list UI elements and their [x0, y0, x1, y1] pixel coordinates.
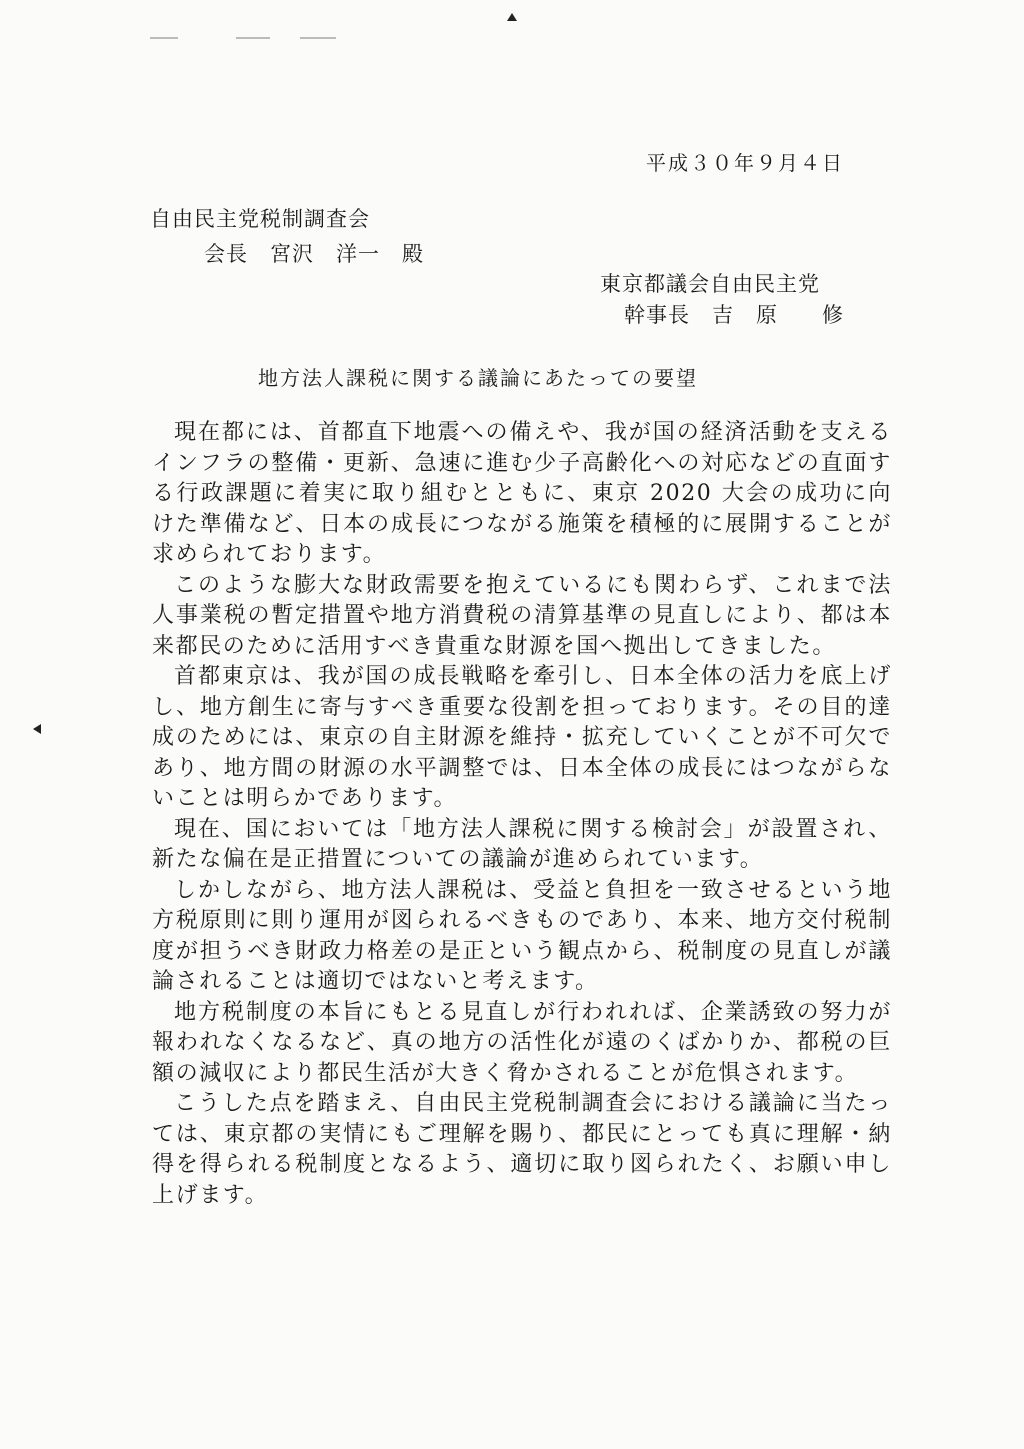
letter-date: 平成３０年９月４日	[646, 151, 844, 175]
scan-registration-mark-top	[507, 13, 517, 21]
scan-artifact-line	[150, 37, 178, 39]
sender-name: 幹事長 吉 原 修	[624, 303, 844, 327]
addressee-name: 会長 宮沢 洋一 殿	[204, 242, 424, 266]
body-paragraph: こうした点を踏まえ、自由民主党税制調査会における議論に当たっては、東京都の実情にもご理解を賜り、都民にとっても真に理解・納得を得られる税制度となるよう、適切に取り図られたく、お願い申し上げます。	[152, 1091, 892, 1208]
document-title: 地方法人課税に関する議論にあたっての要望	[258, 366, 698, 390]
body-paragraph: 現在、国においては「地方法人課税に関する検討会」が設置され、新たな偏在是正措置についての議論が進められています。	[152, 816, 892, 872]
body-paragraph: このような膨大な財政需要を抱えているにも関わらず、これまで法人事業税の暫定措置や地方消費税の清算基準の見直しにより、都は本来都民のために活用すべき貴重な財源を国へ拠出してきました。	[152, 572, 892, 659]
sender-organization: 東京都議会自由民主党	[600, 272, 820, 296]
addressee-organization: 自由民主党税制調査会	[150, 207, 370, 231]
letter-body	[152, 418, 892, 1211]
body-paragraph: しかしながら、地方法人課税は、受益と負担を一致させるという地方税原則に則り運用が図られるべきものであり、本来、地方交付税制度が担うべき財政力格差の是正という観点から、税制度の見直しが議論されることは適切ではないと考えます。	[152, 877, 892, 994]
scan-artifact-line	[236, 37, 270, 39]
scan-registration-mark-left	[33, 724, 41, 734]
scan-artifact-line	[300, 37, 336, 39]
body-paragraph: 地方税制度の本旨にもとる見直しが行われれば、企業誘致の努力が報われなくなるなど、真の地方の活性化が遠のくばかりか、都税の巨額の減収により都民生活が大きく脅かされることが危惧されます。	[152, 999, 892, 1086]
body-paragraph: 首都東京は、我が国の成長戦略を牽引し、日本全体の活力を底上げし、地方創生に寄与すべき重要な役割を担っております。その目的達成のためには、東京の自主財源を維持・拡充していくことが不可欠であり、地方間の財源の水平調整では、日本全体の成長にはつながらないことは明らかであります。	[152, 664, 892, 811]
body-paragraph: 現在都には、首都直下地震への備えや、我が国の経済活動を支えるインフラの整備・更新、急速に進む少子高齢化への対応などの直面する行政課題に着実に取り組むとともに、東京 2020 大会の成功に向けた準備など、日本の成長につながる施策を積極的に展開することが求められております。	[152, 420, 892, 567]
